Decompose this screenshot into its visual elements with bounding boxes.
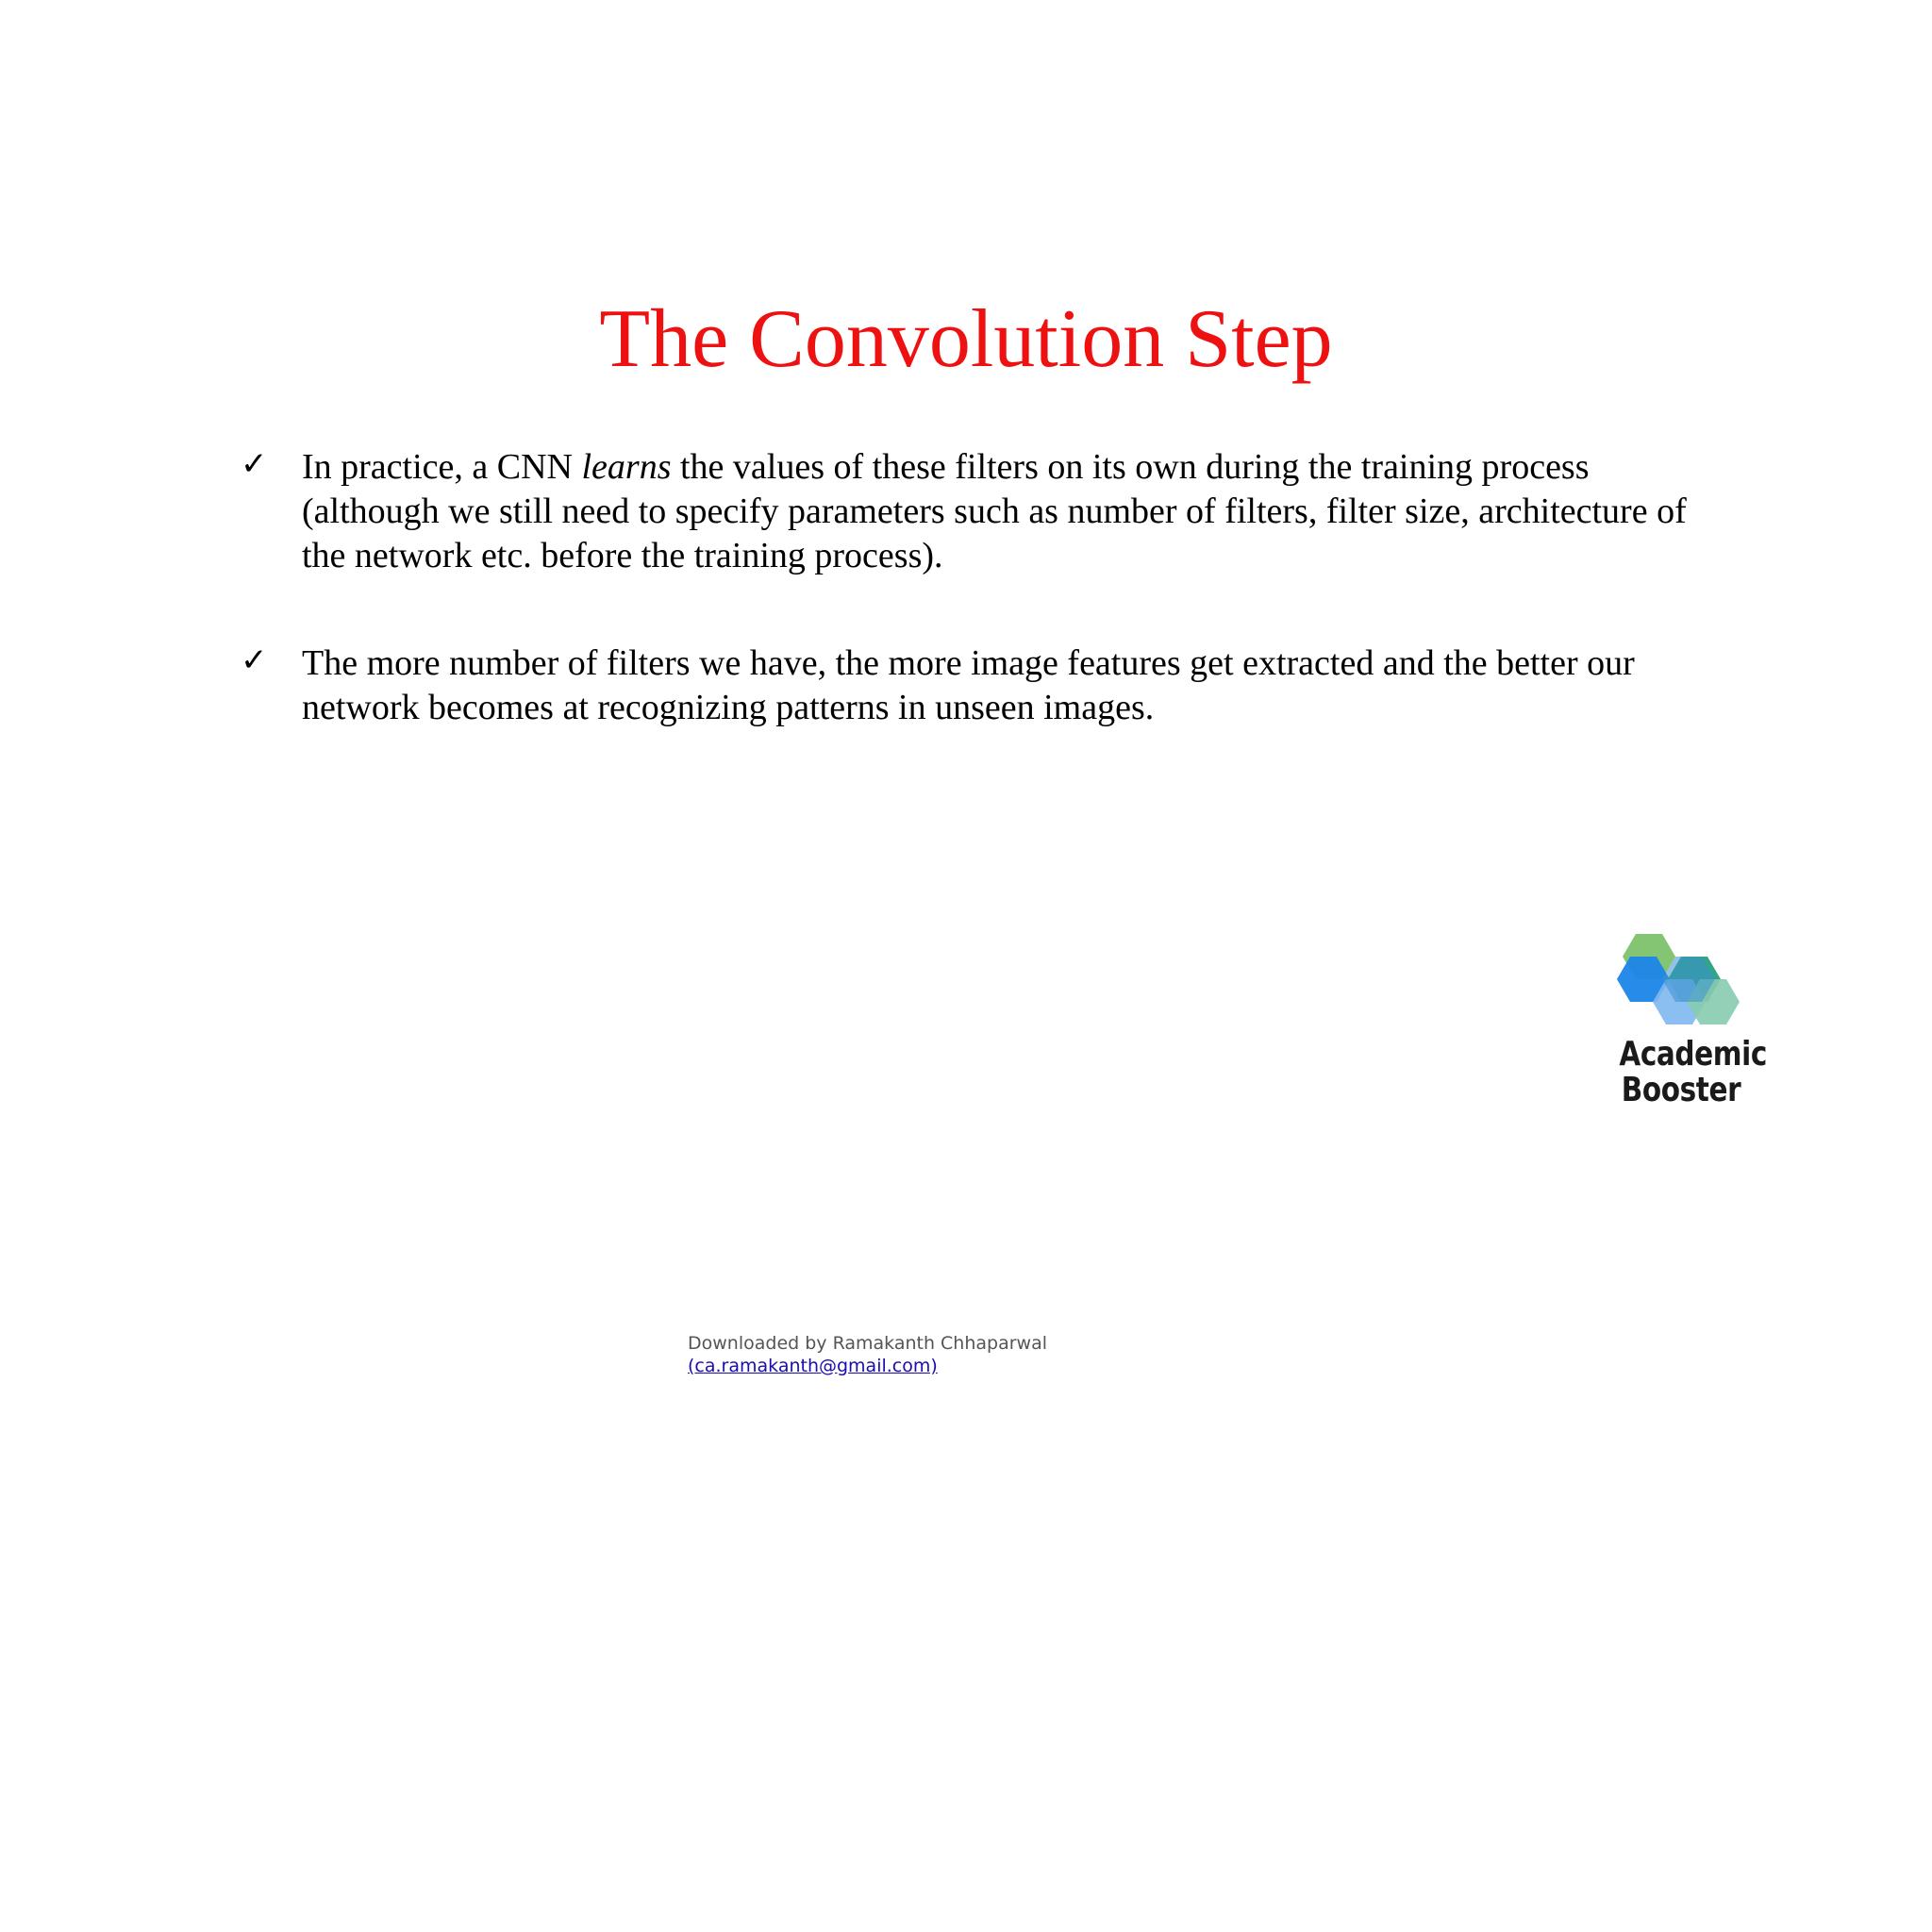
logo-text-booster: Booster [1621, 1071, 1741, 1109]
logo-text-academic: Academic [1619, 1035, 1767, 1074]
bullet-item [241, 641, 1712, 730]
bullet-item [241, 445, 1712, 578]
bullet-text: The more number of filters we have, the more image features get extracted and the better our network becomes at recognizing patterns in unseen images. [302, 643, 1635, 727]
slide-title: The Convolution Step [599, 293, 1333, 385]
downloaded-by-text: Downloaded by Ramakanth Chhaparwal [688, 1333, 1048, 1354]
email-link[interactable]: (ca.ramakanth@gmail.com) [688, 1356, 938, 1376]
checkmark-icon: ✓ [241, 641, 268, 679]
bullet-text [302, 445, 1712, 578]
bullet-text-after: the values of these filters on its own during the training process (although we still need to specify parameters such as number of filters, filter size, architecture of the network etc. before the training process). [302, 447, 1687, 575]
academic-booster-logo [1606, 932, 1767, 1111]
download-footer [688, 1332, 1047, 1377]
checkmark-icon: ✓ [241, 445, 268, 483]
bullet-text-before: In practice, a CNN [302, 447, 582, 487]
bullet-text-emphasis: learns [581, 447, 672, 487]
hexagon-logo-icon [1615, 932, 1747, 1028]
